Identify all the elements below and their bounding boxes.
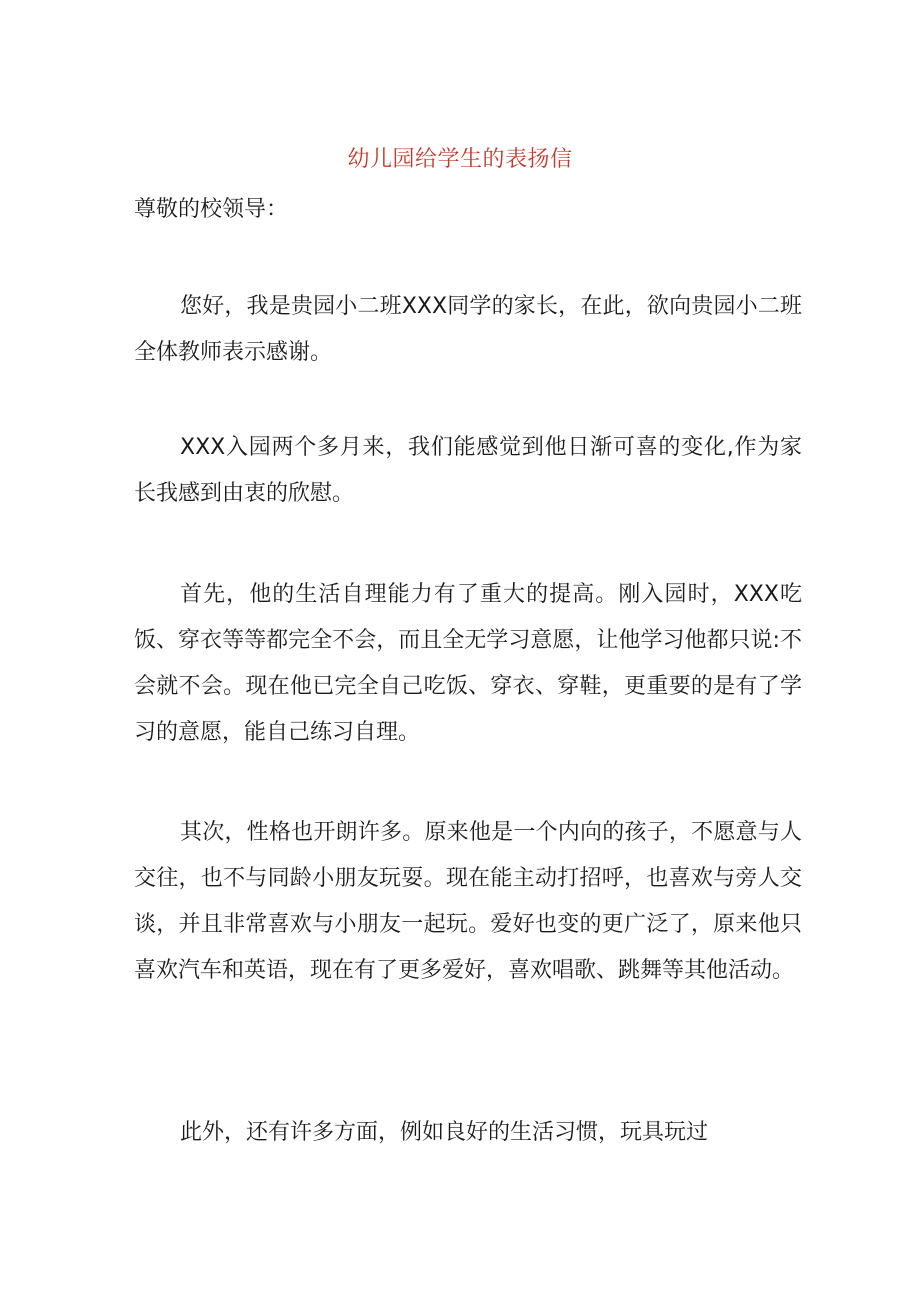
paragraph-self-care: 首先，他的生活自理能力有了重大的提高。刚入园时，XXX吃饭、穿衣等等都完全不会，而且全无学习意愿，让他学习他都只说:不会就不会。现在他已完全自己吃饭、穿衣、穿鞋，更重要的是有了学习的意愿，能自己练习自理。 [134, 582, 802, 745]
paragraph-greeting: 您好，我是贵园小二班XXX同学的家长，在此，欲向贵园小二班全体教师表示感谢。 [134, 294, 802, 365]
salutation: 尊敬的校领导： [134, 197, 289, 222]
document-title: 幼儿园给学生的表扬信 [347, 147, 573, 172]
paragraph-changes: XXX入园两个多月来，我们能感觉到他日渐可喜的变化,作为家长我感到由衷的欣慰。 [134, 435, 802, 506]
paragraph-furthermore: 此外，还有许多方面，例如良好的生活习惯，玩具玩过 [180, 1120, 709, 1145]
paragraph-personality: 其次，性格也开朗许多。原来他是一个内向的孩子，不愿意与人交往，也不与同龄小朋友玩耍。现在能主动打招呼，也喜欢与旁人交谈，并且非常喜欢与小朋友一起玩。爱好也变的更广泛了，原来他只喜欢汽车和英语，现在有了更多爱好，喜欢唱歌、跳舞等其他活动。 [134, 820, 802, 983]
